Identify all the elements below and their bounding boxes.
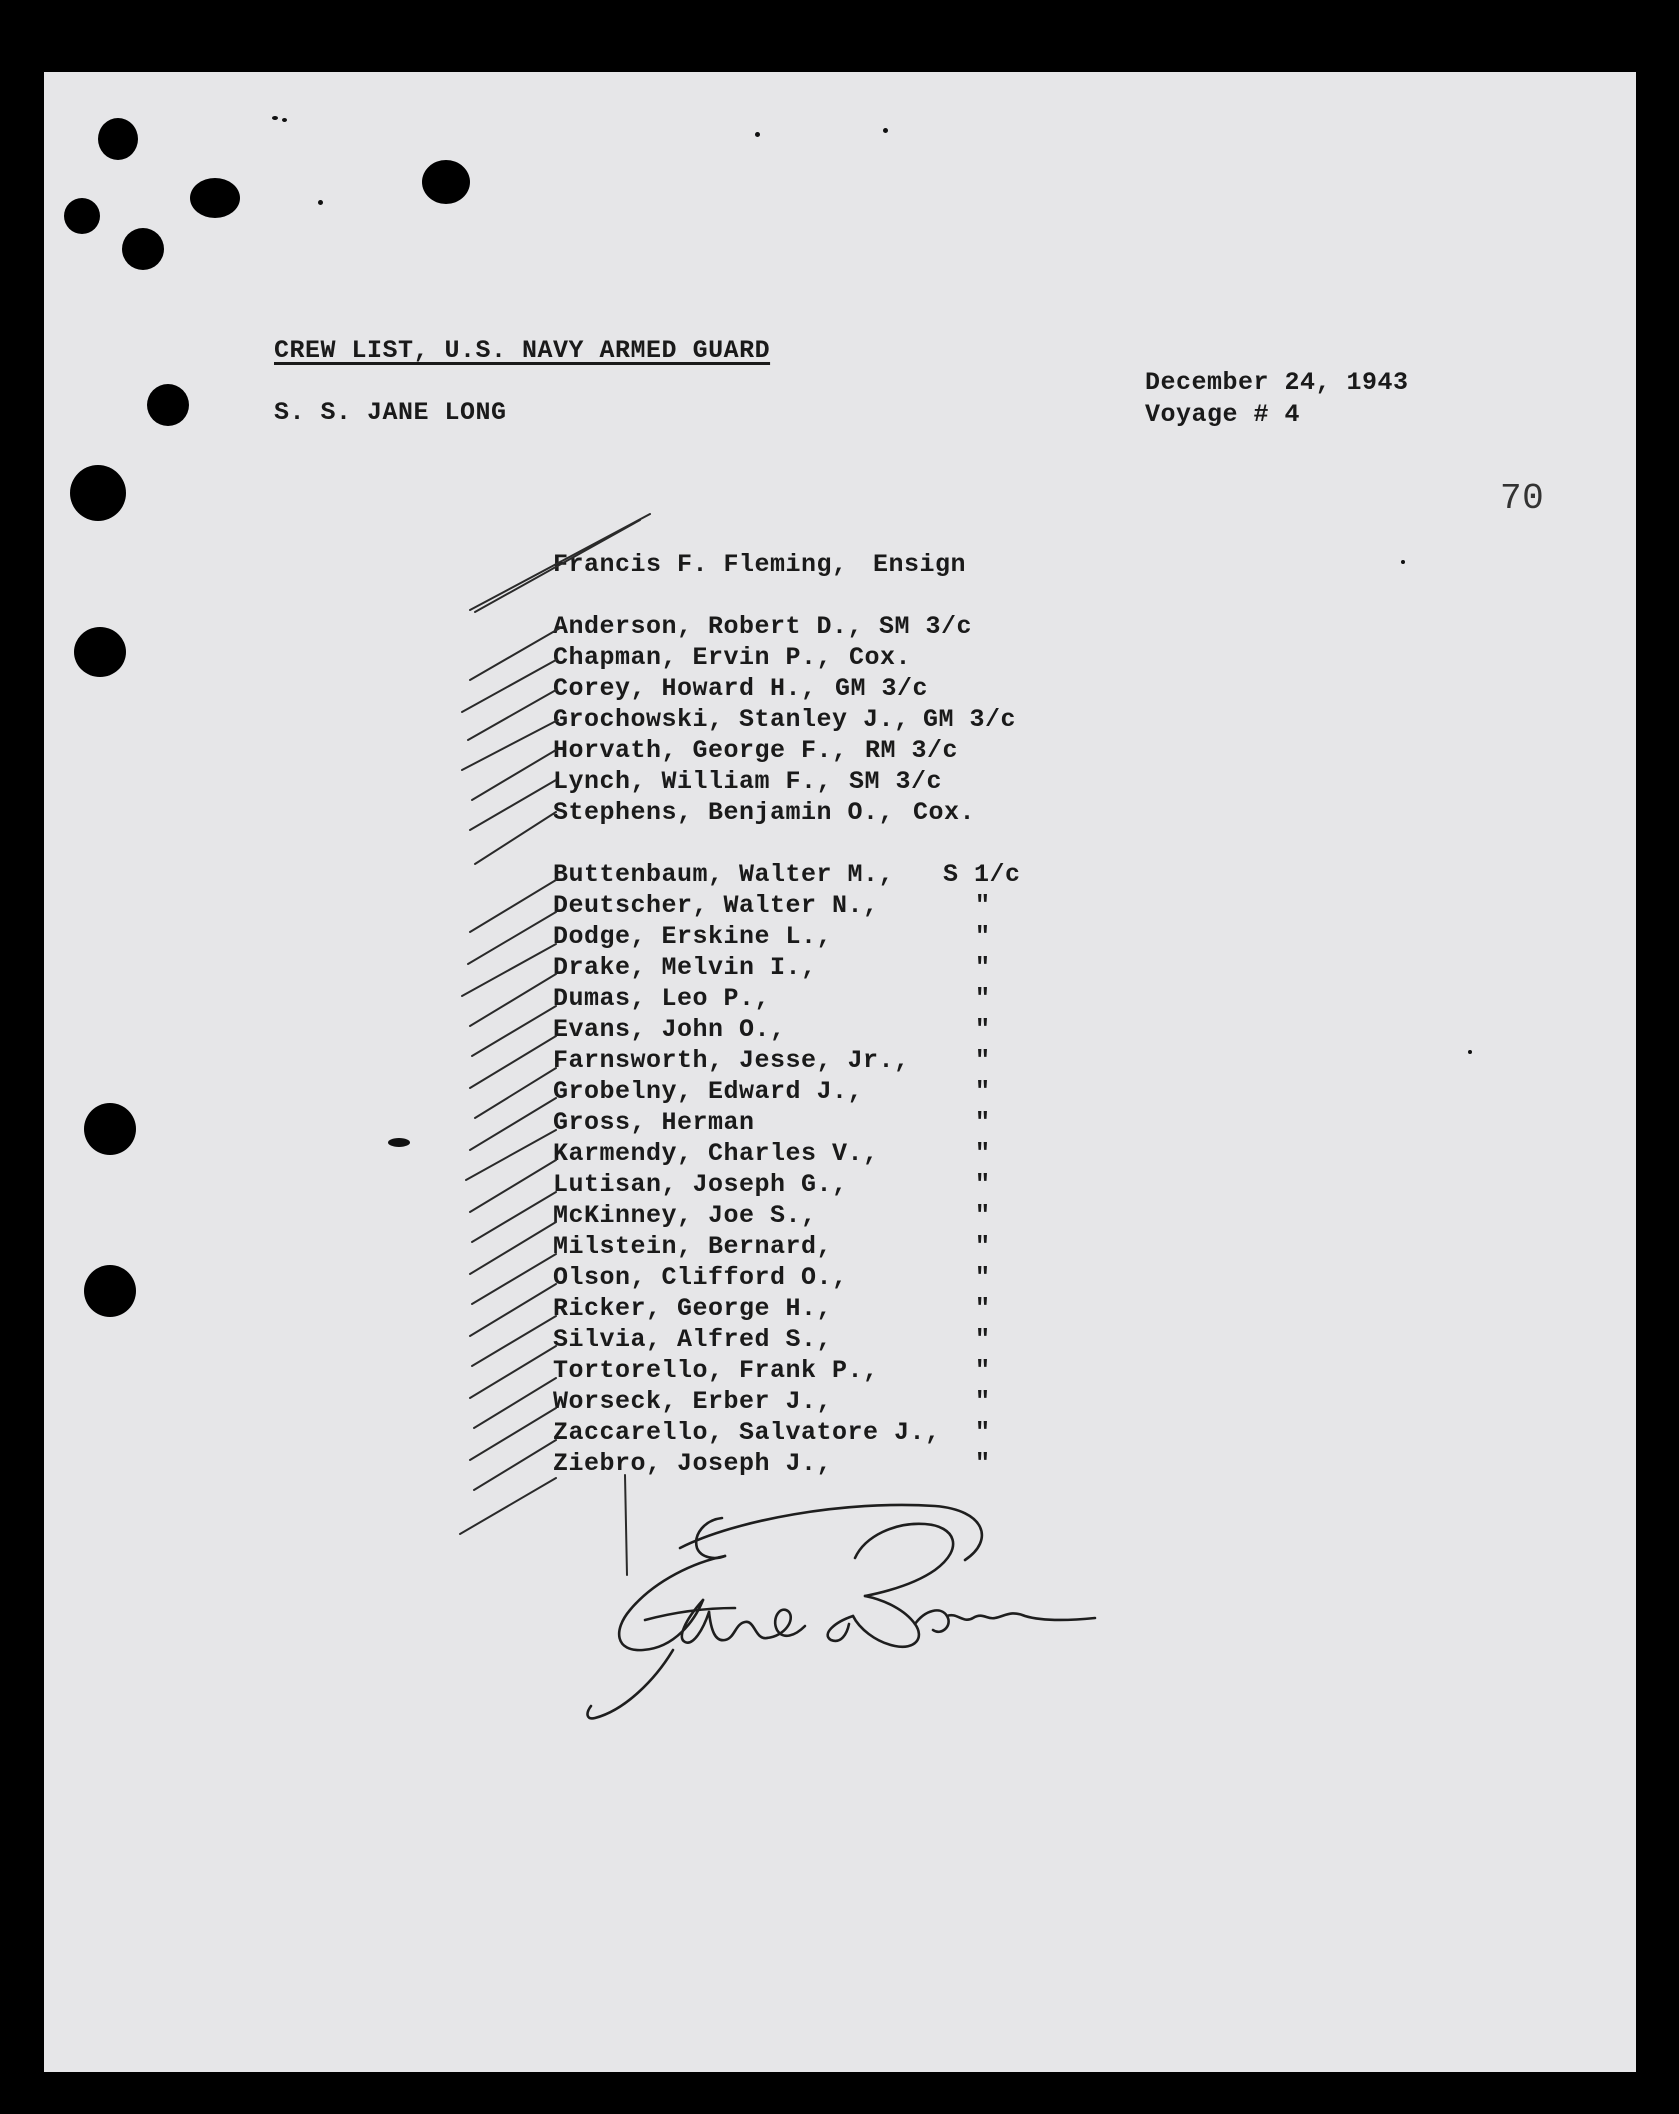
crew-name: Evans, John O., — [553, 1015, 786, 1044]
crew-name: Milstein, Bernard, — [553, 1232, 833, 1261]
crew-name: Karmendy, Charles V., — [553, 1139, 879, 1168]
punch-hole — [422, 160, 470, 204]
officer-entry — [553, 550, 1073, 581]
crew-name: Dodge, Erskine L., — [553, 922, 833, 951]
crew-rate: " — [975, 891, 991, 920]
crew-rate: " — [975, 1449, 991, 1478]
punch-hole — [190, 178, 240, 218]
crew-rate: Cox. — [913, 798, 976, 827]
crew-rate: SM 3/c — [879, 612, 973, 641]
list-item — [553, 612, 1073, 643]
crew-rate: GM 3/c — [923, 705, 1017, 734]
punch-hole — [70, 465, 126, 521]
crew-rate: " — [975, 1294, 991, 1323]
crew-name: Silvia, Alfred S., — [553, 1325, 833, 1354]
punch-hole — [64, 198, 100, 234]
crew-name: Lutisan, Joseph G., — [553, 1170, 848, 1199]
crew-name: Ziebro, Joseph J., — [553, 1449, 833, 1478]
list-item — [553, 1077, 1073, 1108]
crew-name: Gross, Herman — [553, 1108, 755, 1137]
crew-rate: " — [975, 1263, 991, 1292]
crew-name: McKinney, Joe S., — [553, 1201, 817, 1230]
crew-name: Farnsworth, Jesse, Jr., — [553, 1046, 910, 1075]
list-item — [553, 1108, 1073, 1139]
list-item — [553, 1232, 1073, 1263]
crew-rate: " — [975, 922, 991, 951]
crew-rate: SM 3/c — [849, 767, 943, 796]
list-item — [553, 1139, 1073, 1170]
officer-rate: Ensign — [873, 550, 967, 579]
crew-rate: RM 3/c — [865, 736, 959, 765]
list-item — [553, 1325, 1073, 1356]
crew-name: Ricker, George H., — [553, 1294, 833, 1323]
crew-name: Grochowski, Stanley J., — [553, 705, 910, 734]
ink-speck — [318, 200, 323, 205]
crew-rate: " — [975, 1232, 991, 1261]
punch-hole — [98, 118, 138, 160]
punch-hole — [74, 627, 126, 677]
crew-rate: S 1/c — [943, 860, 1021, 889]
handwritten-signature — [585, 1500, 1105, 1740]
list-item — [553, 705, 1073, 736]
crew-rate: " — [975, 1387, 991, 1416]
ink-speck — [883, 128, 888, 133]
list-item — [553, 1294, 1073, 1325]
page-number: 70 — [1500, 478, 1545, 519]
ink-speck — [755, 132, 760, 137]
punch-hole — [84, 1265, 136, 1317]
crew-name: Buttenbaum, Walter M., — [553, 860, 895, 889]
crew-rate: " — [975, 984, 991, 1013]
punch-hole — [147, 384, 189, 426]
list-item — [553, 1201, 1073, 1232]
list-item — [553, 643, 1073, 674]
list-item — [553, 1170, 1073, 1201]
crew-rate: " — [975, 1046, 991, 1075]
crew-name: Olson, Clifford O., — [553, 1263, 848, 1292]
list-item — [553, 1046, 1073, 1077]
crew-name: Lynch, William F., — [553, 767, 833, 796]
crew-name: Zaccarello, Salvatore J., — [553, 1418, 941, 1447]
list-item — [553, 953, 1073, 984]
ink-speck — [272, 116, 278, 120]
list-item — [553, 1449, 1073, 1480]
list-item — [553, 922, 1073, 953]
ink-speck — [1468, 1050, 1472, 1054]
ink-speck — [1401, 560, 1405, 564]
list-item — [553, 1015, 1073, 1046]
crew-rate: " — [975, 953, 991, 982]
crew-rate: " — [975, 1139, 991, 1168]
crew-rate: Cox. — [849, 643, 912, 672]
crew-name: Deutscher, Walter N., — [553, 891, 879, 920]
page-title: CREW LIST, U.S. NAVY ARMED GUARD — [274, 336, 771, 365]
list-item — [553, 1387, 1073, 1418]
crew-name: Corey, Howard H., — [553, 674, 817, 703]
crew-rate: " — [975, 1015, 991, 1044]
crew-name: Anderson, Robert D., — [553, 612, 864, 641]
crew-rate: " — [975, 1077, 991, 1106]
ink-speck — [282, 118, 287, 122]
ink-speck — [388, 1138, 410, 1147]
crew-name: Chapman, Ervin P., — [553, 643, 833, 672]
document-date: December 24, 1943 — [1145, 368, 1409, 397]
list-item — [553, 891, 1073, 922]
ship-name: S. S. JANE LONG — [274, 398, 507, 427]
crew-rate: " — [975, 1170, 991, 1199]
list-item — [553, 767, 1073, 798]
crew-name: Drake, Melvin I., — [553, 953, 817, 982]
crew-name: Worseck, Erber J., — [553, 1387, 833, 1416]
crew-rate: " — [975, 1356, 991, 1385]
list-item — [553, 736, 1073, 767]
crew-rate: " — [975, 1201, 991, 1230]
crew-name: Stephens, Benjamin O., — [553, 798, 895, 827]
punch-hole — [122, 228, 164, 270]
punch-hole — [84, 1103, 136, 1155]
list-item — [553, 860, 1073, 891]
list-item — [553, 984, 1073, 1015]
officer-name: Francis F. Fleming, — [553, 550, 848, 579]
crew-rate: GM 3/c — [835, 674, 929, 703]
voyage-number: Voyage # 4 — [1145, 400, 1301, 429]
crew-rate: " — [975, 1108, 991, 1137]
list-item — [553, 674, 1073, 705]
list-item — [553, 798, 1073, 829]
crew-rate: " — [975, 1418, 991, 1447]
crew-name: Horvath, George F., — [553, 736, 848, 765]
crew-name: Grobelny, Edward J., — [553, 1077, 864, 1106]
crew-rate: " — [975, 1325, 991, 1354]
crew-name: Tortorello, Frank P., — [553, 1356, 879, 1385]
list-item — [553, 1418, 1073, 1449]
crew-name: Dumas, Leo P., — [553, 984, 771, 1013]
list-item — [553, 1263, 1073, 1294]
list-item — [553, 1356, 1073, 1387]
